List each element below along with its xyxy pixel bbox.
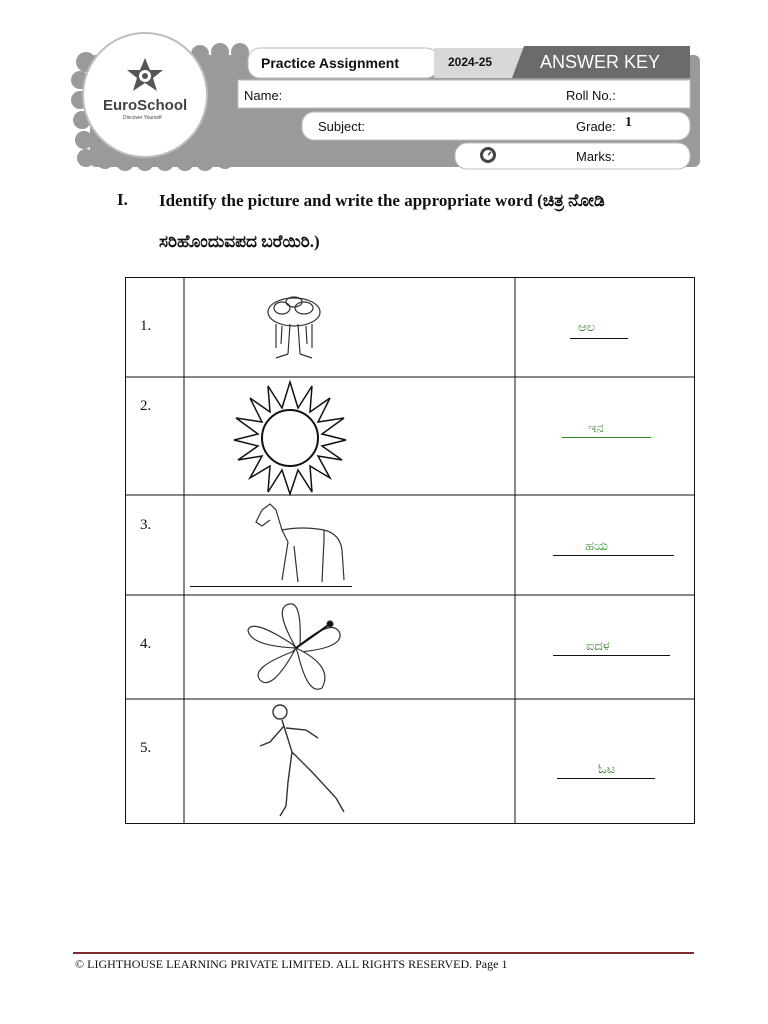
subject-label: Subject: xyxy=(318,119,365,134)
hibiscus-picture xyxy=(242,596,350,700)
answer-text: ಆಲ xyxy=(578,320,596,335)
roll-no-label: Roll No.: xyxy=(566,88,616,103)
runner-picture xyxy=(252,702,356,822)
row-number: 3. xyxy=(140,517,152,533)
brand-tagline: Discover Yourself xyxy=(123,115,162,121)
answer-text: ಇನ xyxy=(588,421,604,436)
row-number: 1. xyxy=(140,318,152,334)
question-number: I. xyxy=(117,190,128,209)
answer-text: ಹಯ xyxy=(585,539,608,554)
banyan-tree-picture xyxy=(262,290,326,362)
answer-line xyxy=(570,338,628,339)
assignment-label: Practice Assignment xyxy=(261,55,399,71)
answer-table xyxy=(125,277,697,827)
horse-baseline xyxy=(190,586,352,587)
row-number: 4. xyxy=(140,636,152,652)
question-text: Identify the picture and write the appropriate word (ಚಿತ್ರ ನೋಡಿ ಸರಿಹೊಂದುವಪದ ಬರೆಯಿರಿ.) xyxy=(159,191,605,251)
horse-picture xyxy=(252,500,352,588)
answer-line xyxy=(562,437,651,438)
brand-name: EuroSchool xyxy=(103,97,188,114)
year-label: 2024-25 xyxy=(448,55,493,69)
sun-picture xyxy=(232,380,348,496)
footer-rule xyxy=(73,952,694,954)
marks-label: Marks: xyxy=(576,149,615,164)
footer-copyright: © LIGHTHOUSE LEARNING PRIVATE LIMITED. ALL RIGHTS RESERVED. Page 1 xyxy=(75,957,508,971)
worksheet-header xyxy=(0,0,768,180)
answer-line xyxy=(553,655,670,656)
grade-label: Grade: xyxy=(576,119,616,134)
grade-value: 1 xyxy=(625,115,632,130)
answer-text: ಓಟ xyxy=(598,762,616,777)
header-decoration xyxy=(0,0,768,180)
answer-key-label: ANSWER KEY xyxy=(540,52,661,72)
answer-line xyxy=(553,555,674,556)
answer-text: ಐದಳ xyxy=(586,639,610,654)
answer-line xyxy=(557,778,655,779)
row-number: 5. xyxy=(140,740,152,756)
name-label: Name: xyxy=(244,88,283,103)
row-number: 2. xyxy=(140,398,152,414)
